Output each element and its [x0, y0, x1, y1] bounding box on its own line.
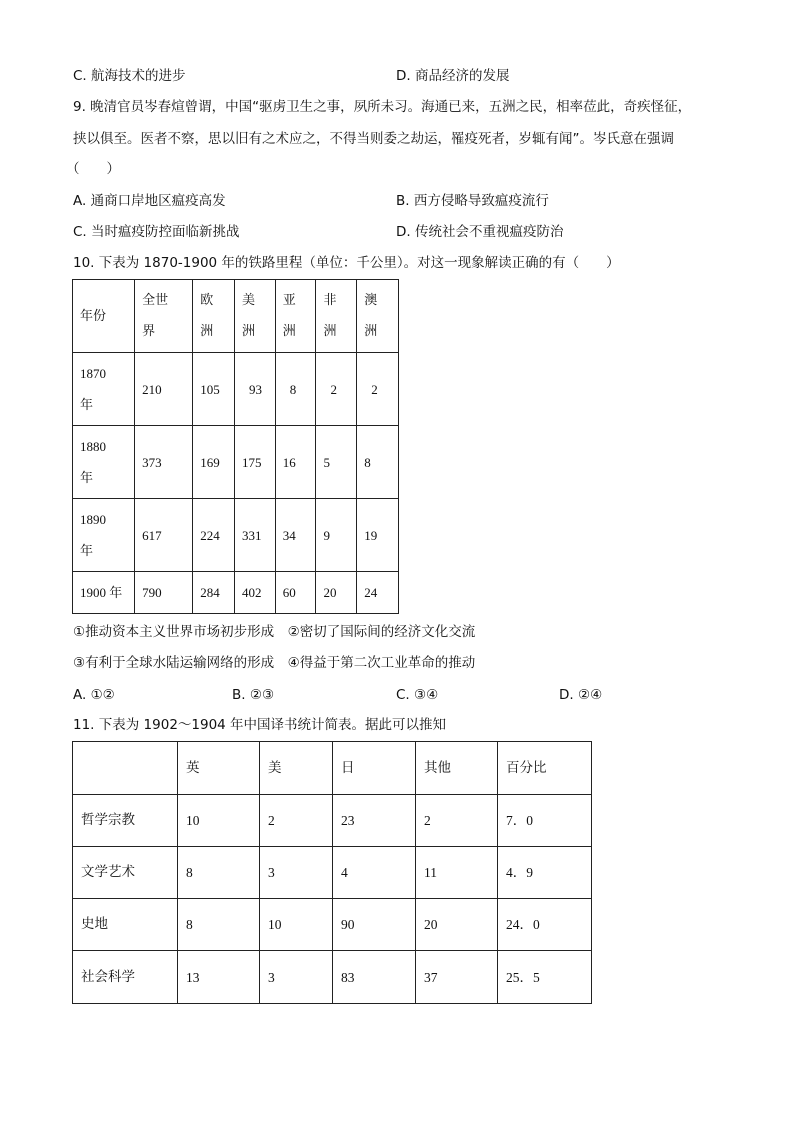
header-cell-oceania: 澳 洲 [357, 280, 399, 353]
category-cell: 哲学宗教 [73, 795, 178, 847]
value-cell: 10 [178, 795, 260, 847]
value-cell: 23 [333, 795, 416, 847]
value-cell: 34 [275, 499, 316, 572]
header-cell-percent: 百分比 [498, 742, 592, 795]
value-cell: 175 [234, 426, 275, 499]
table-row [73, 847, 592, 899]
value-cell: 4．9 [498, 847, 592, 899]
year-cell: 1880 年 [73, 426, 135, 499]
value-cell: 8 [178, 847, 260, 899]
value-cell: 105 [193, 353, 235, 426]
value-cell: 169 [193, 426, 235, 499]
value-cell: 20 [416, 899, 498, 951]
value-cell: 210 [135, 353, 193, 426]
header-cell-year: 年份 [73, 280, 135, 353]
table-header-row [73, 742, 592, 795]
table-row [73, 426, 399, 499]
value-cell: 3 [260, 847, 333, 899]
q9-option-b: B. 西方侵略导致瘟疫流行 [396, 193, 549, 209]
header-cell-uk: 英 [178, 742, 260, 795]
table-row [73, 795, 592, 847]
value-cell: 19 [357, 499, 399, 572]
value-cell: 24 [357, 572, 399, 614]
header-cell-europe: 欧 洲 [193, 280, 235, 353]
category-cell: 文学艺术 [73, 847, 178, 899]
value-cell: 331 [234, 499, 275, 572]
value-cell: 224 [193, 499, 235, 572]
value-cell: 8 [357, 426, 399, 499]
value-cell: 24．0 [498, 899, 592, 951]
value-cell: 617 [135, 499, 193, 572]
q10-option-c: C. ③④ [396, 687, 439, 703]
q10-option-b: B. ②③ [232, 687, 275, 703]
header-cell-us: 美 [260, 742, 333, 795]
table-row [73, 572, 399, 614]
value-cell: 93 [234, 353, 275, 426]
header-cell-asia: 亚 洲 [275, 280, 316, 353]
q8-option-d: D. 商品经济的发展 [396, 68, 510, 84]
value-cell: 25．5 [498, 951, 592, 1004]
q9-option-d: D. 传统社会不重视瘟疫防治 [396, 224, 564, 240]
q11-stem: 11. 下表为 1902～1904 年中国译书统计简表。据此可以推知 [73, 717, 447, 733]
year-cell: 1870 年 [73, 353, 135, 426]
value-cell: 37 [416, 951, 498, 1004]
value-cell: 8 [178, 899, 260, 951]
value-cell: 284 [193, 572, 235, 614]
table-row [73, 353, 399, 426]
value-cell: 90 [333, 899, 416, 951]
q9-option-a: A. 通商口岸地区瘟疫高发 [73, 193, 226, 209]
q9-stem-line1: 9. 晚清官员岑春煊曾谓，中国“驱虏卫生之事，夙所未习。海通已来，五洲之民，相率莅此，奇疾怪征， [73, 99, 692, 115]
value-cell: 5 [316, 426, 357, 499]
q9-stem-line2: 挟以俱至。医者不察，思以旧有之术应之，不得当则委之劫运，罹疫死者，岁辄有闻”。岑氏意在强调 [73, 131, 674, 147]
value-cell: 790 [135, 572, 193, 614]
value-cell: 373 [135, 426, 193, 499]
value-cell: 7．0 [498, 795, 592, 847]
value-cell: 2 [357, 353, 399, 426]
value-cell: 83 [333, 951, 416, 1004]
q10-option-d: D. ②④ [559, 687, 603, 703]
translated-books-table [72, 741, 592, 1004]
value-cell: 16 [275, 426, 316, 499]
value-cell: 13 [178, 951, 260, 1004]
q10-option-a: A. ①② [73, 687, 115, 703]
value-cell: 20 [316, 572, 357, 614]
header-cell-other: 其他 [416, 742, 498, 795]
table-row [73, 951, 592, 1004]
value-cell: 9 [316, 499, 357, 572]
value-cell: 402 [234, 572, 275, 614]
table-row [73, 899, 592, 951]
value-cell: 2 [316, 353, 357, 426]
value-cell: 2 [416, 795, 498, 847]
category-cell: 史地 [73, 899, 178, 951]
header-cell-america: 美 洲 [234, 280, 275, 353]
value-cell: 11 [416, 847, 498, 899]
q9-option-c: C. 当时瘟疫防控面临新挑战 [73, 224, 240, 240]
q8-option-c: C. 航海技术的进步 [73, 68, 186, 84]
railway-mileage-table [72, 279, 399, 614]
header-cell-africa: 非 洲 [316, 280, 357, 353]
value-cell: 4 [333, 847, 416, 899]
value-cell: 2 [260, 795, 333, 847]
q9-answer-paren: （ ） [66, 161, 120, 177]
header-cell-japan: 日 [333, 742, 416, 795]
q10-items-line2: ③有利于全球水陆运输网络的形成 ④得益于第二次工业革命的推动 [73, 655, 476, 671]
table-header-row [73, 280, 399, 353]
table-row [73, 499, 399, 572]
q10-stem: 10. 下表为 1870-1900 年的铁路里程（单位：千公里）。对这一现象解读正确的有（ ） [73, 255, 620, 271]
value-cell: 8 [275, 353, 316, 426]
year-cell: 1890 年 [73, 499, 135, 572]
header-cell-world: 全世 界 [135, 280, 193, 353]
q10-items-line1: ①推动资本主义世界市场初步形成 ②密切了国际间的经济文化交流 [73, 624, 476, 640]
category-cell: 社会科学 [73, 951, 178, 1004]
year-cell: 1900 年 [73, 572, 135, 614]
value-cell: 60 [275, 572, 316, 614]
value-cell: 3 [260, 951, 333, 1004]
value-cell: 10 [260, 899, 333, 951]
header-cell-empty [73, 742, 178, 795]
